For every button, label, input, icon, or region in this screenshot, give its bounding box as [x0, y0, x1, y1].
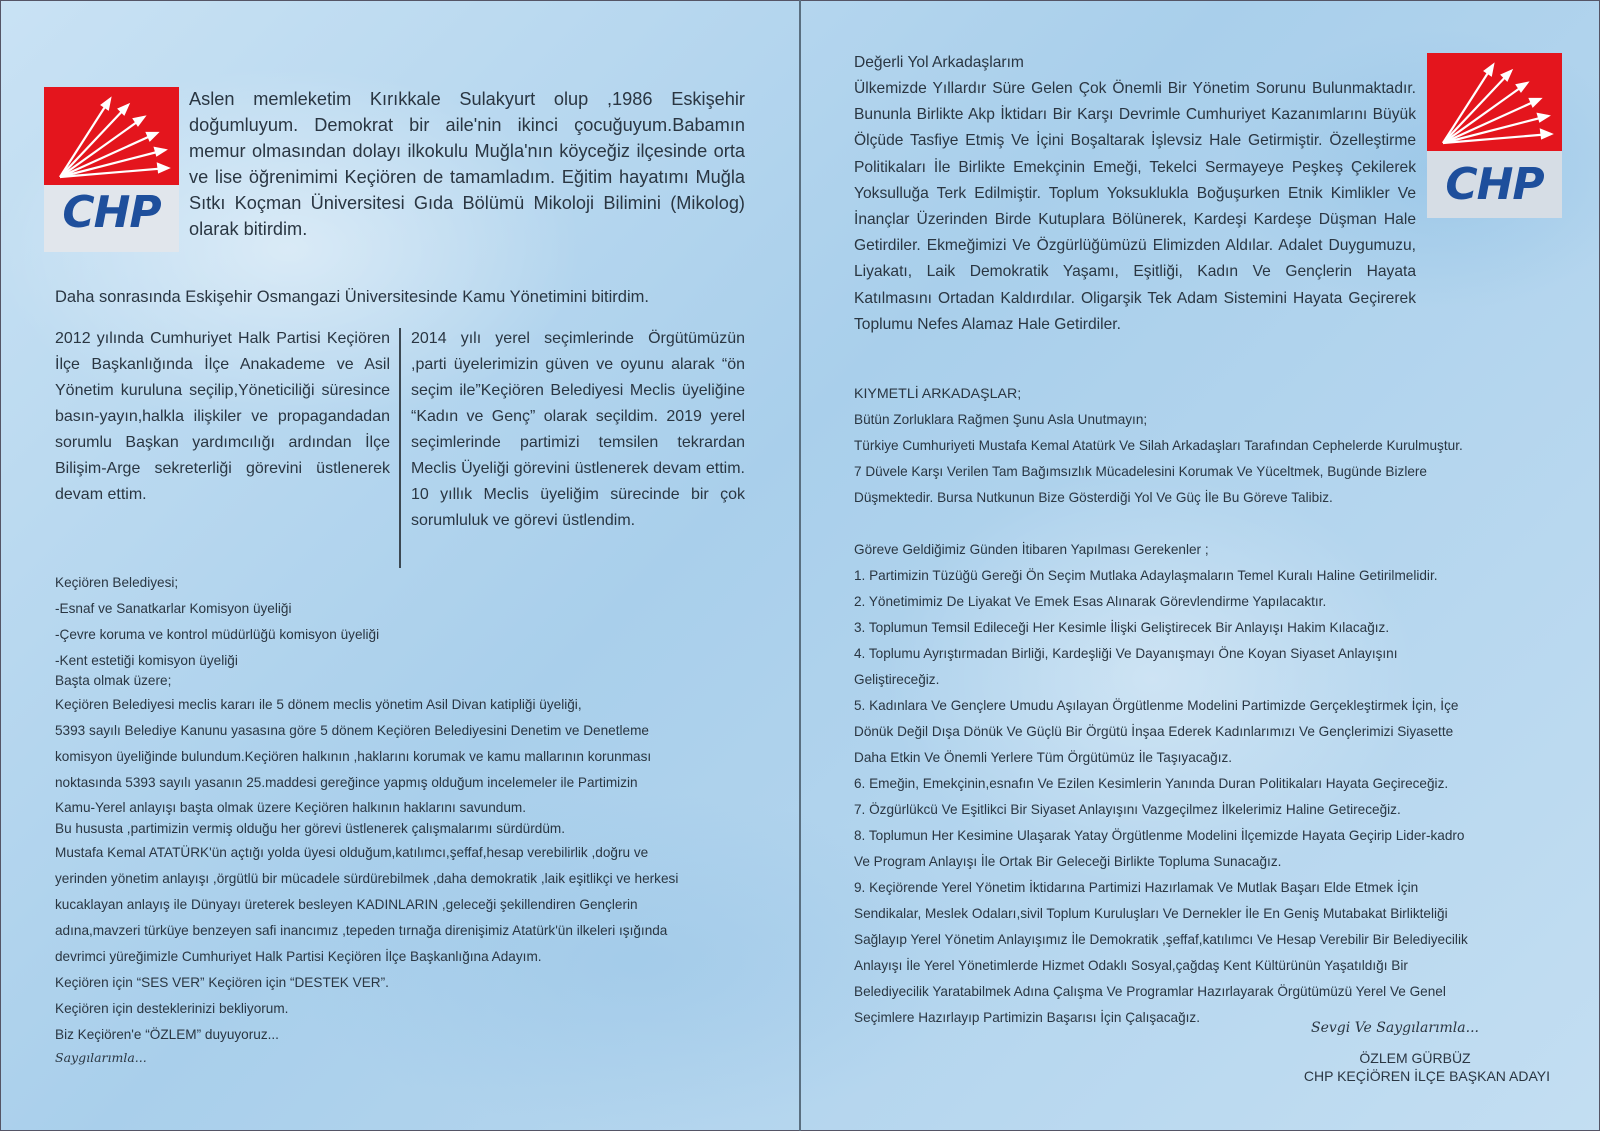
text-line: -Kent estetiği komisyon üyeliği [55, 653, 238, 668]
goals-list [854, 537, 1554, 1031]
text-line: devrimci yüreğimizle Cumhuriyet Halk Partisi Keçiören İlçe Başkanlığına Adayım. [55, 949, 542, 964]
text-line: 2. Yönetimimiz De Liyakat Ve Emek Esas Alınarak Görevlendirme Yapılacaktır. [854, 594, 1327, 609]
text-line: noktasında 5393 sayılı yasanın 25.maddesi gereğince yapmış olduğum incelemeler ile Partimizin [55, 775, 638, 790]
closing-salutation: Sevgi Ve Saygılarımla... [1311, 1020, 1479, 1036]
text-line: yerinden yönetim anlayışı ,örgütlü bir mücadele sürdürebilmek ,daha demokratik ,laik eşitlikçi ve herkesi [55, 871, 679, 886]
signature-left: Saygılarımla... [55, 1050, 147, 1065]
career-column-left: 2012 yılında Cumhuriyet Halk Partisi Keçiören İlçe Başkanlığında İlçe Anakademe ve Asil Yönetim kuruluna seçilip,Yöneticiliği süresince basın-yayın,halkla ilişkiler ve propagandadan sorumlu Başkan yardımcılığı ardından İlçe Bilişim-Arge sekreterliği görevini üstlenerek devam ettim. [55, 330, 390, 503]
greeting: Değerli Yol Arkadaşlarım [854, 54, 1024, 71]
text-line: Keçiören için “SES VER” Keçiören için “DESTEK VER”. [55, 975, 389, 990]
text-line: Seçimlere Hazırlayıp Partimizin Başarısı İçin Çalışacağız. [854, 1010, 1200, 1025]
intro-paragraph: Aslen memleketim Kırıkkale Sulakyurt olup ,1986 Eskişehir doğumluyum. Demokrat bir aile'nin ikinci çocuğuyum.Babamın memur olmasından dolayı ilkokulu Muğla'nın köyceğiz ilçesinde orta ve lise öğrenimimi Keçiören de tamamladım. Eğitim hayatımı Muğla Sıtkı Koçman Üniversitesi Gıda Bölümü Mikoloji Bilimini (Mikolog) olarak bitirdim. [189, 89, 745, 239]
text-line: Anlayışı İle Yerel Yönetimlerde Hizmet Odaklı Sosyal,çağdaş Kent Kültürünün Yaşatıldığı Bir [854, 958, 1408, 973]
text-line: Belediyecilik Yaratabilmek Adına Çalışma Ve Programlar Hazırlayarak Örgütümüzü Yerel Ve Genel [854, 984, 1446, 999]
text-line: 9. Keçiörende Yerel Yönetim İktidarına Partimizi Hazırlamak Ve Mutlak Başarı Elde Etmek İçin [854, 880, 1419, 895]
text-line: Bu hususta ,partimizin vermiş olduğu her görevi üstlenerek çalışmalarımı sürdürdüm. [55, 821, 565, 836]
right-intro-paragraph: Ülkemizde Yıllardır Süre Gelen Çok Önemli Bir Yönetim Sorunu Bulunmaktadır. Bununla Birlikte Akp İktidarı Bir Karşı Devrimle Cumhuriyet Kazanımlarını Büyük Ölçüde Tasfiye Etmiş Ve İçini Boşaltarak İşlevsiz Hale Getirmiştir. Özelleştirme Politikaları İle Birlikte Emekçinin Emeği, Tekelci Sermayeye Peşkeş Çekilerek Yoksulluğa Terk Edilmiştir. Toplum Yoksuklukla Boğuşurken Etnik Kimlikler Ve İnançlar Üzerinden Birde Kutuplara Bölünerek, Kardeşi Kardeşe Düşman Hale Getirdiler. Ekmeğimizi Ve Özgürlüğümüzü Elimizden Aldılar. Adalet Duygumuzu, Liyakatı, Laik Demokratik Yaşamı, Eşitliği, Kadın Ve Gençlerin Hayata Katılmasını Ortadan Kaldırdılar. Oligarşik Tek Adam Sistemini Hayata Geçirerek Toplumu Nefes Alamaz Hale Getirdiler. [854, 80, 1416, 333]
text-line: Biz Keçiören'e “ÖZLEM” duyuyoruz... [55, 1027, 279, 1042]
text-line: Sağlayıp Yerel Yönetim Anlayışımız İle Demokratik ,şeffaf,katılımcı Ve Hesap Verebilir Bir Belediyecilik [854, 932, 1468, 947]
text-line: Mustafa Kemal ATATÜRK'ün açtığı yolda üyesi olduğum,katılımcı,şeffaf,hesap verebilirlik ,doğru ve [55, 845, 649, 860]
six-arrows-icon [44, 87, 179, 185]
column-divider [399, 328, 401, 568]
text-line: Göreve Geldiğimiz Günden İtibaren Yapılması Gerekenler ; [854, 542, 1209, 557]
text-line: Düşmektedir. Bursa Nutkunun Bize Gösterdiği Yol Ve Güç İle Bu Göreve Talibiz. [854, 490, 1333, 505]
logo-text: CHP [62, 187, 161, 238]
career-column-right: 2014 yılı yerel seçimlerinde Örgütümüzün ,parti üyelerimizin güven ve oyunu alarak “ön seçim ile”Keçiören Belediyesi Meclis üyeliğine “Kadın ve Genç” olarak seçildim. 2019 yerel seçimlerinde partimizi temsilen tekrardan Meclis Üyeliği görevini üstlenerek devam ettim. 10 yıllık Meclis üyeliğim sürecinde bir çok sorumluluk ve görevi üstlendim. [411, 330, 745, 529]
section-heading: KIYMETLİ ARKADAŞLAR; [854, 386, 1022, 402]
text-line: 3. Toplumun Temsil Edileceği Her Kesimle İlişki Geliştirecek Bir Anlayışı Hakim Kılacağız. [854, 620, 1390, 635]
text-line: Keçiören Belediyesi meclis kararı ile 5 dönem meclis yönetim Asil Divan katipliği üyeliği, [55, 697, 582, 712]
text-line: Kamu-Yerel anlayışı başta olmak üzere Keçiören halkının haklarını savundum. [55, 800, 527, 815]
logo-text: CHP [1445, 159, 1544, 210]
text-line: Sendikalar, Meslek Odaları,sivil Toplum Kuruluşları Ve Dernekler İle En Geniş Mutabakat Birlikteliği [854, 906, 1448, 921]
logo-red-field [1427, 53, 1562, 151]
text-line: 5393 sayılı Belediye Kanunu yasasına göre 5 dönem Keçiören Belediyesini Denetim ve Denetleme [55, 723, 649, 738]
text-line: Keçiören için desteklerinizi bekliyorum. [55, 1001, 289, 1016]
text-line: 6. Emeğin, Emekçinin,esnafın Ve Ezilen Kesimlerin Yanında Duran Politikaları Hayata Geçireceğiz. [854, 776, 1449, 791]
text-line: Keçiören Belediyesi; [55, 575, 179, 590]
text-line: -Esnaf ve Sanatkarlar Komisyon üyeliği [55, 601, 292, 616]
center-fold [799, 0, 801, 1131]
text-line: komisyon üyeliğinde bulundum.Keçiören halkının ,haklarını korumak ve kamu mallarının korunması [55, 749, 652, 764]
right-heading-block [854, 381, 1554, 511]
candidate-title: CHP KEÇİÖREN İLÇE BAŞKAN ADAYI [1303, 1068, 1550, 1084]
text-line: Türkiye Cumhuriyeti Mustafa Kemal Atatürk Ve Silah Arkadaşları Tarafından Cephelerde Kurulmuştur. [854, 438, 1463, 453]
text-line: adına,mavzeri türküye benzeyen safi inancımız ,tepeden tırnağa direnişimiz Atatürk'ün ilkeleri ışığında [55, 923, 668, 938]
education-line: Daha sonrasında Eskişehir Osmangazi Üniversitesinde Kamu Yönetimini bitirdim. [55, 288, 649, 306]
text-line: 1. Partimizin Tüzüğü Gereği Ön Seçim Mutlaka Adaylaşmaların Temel Kuralı Haline Getirilmelidir. [854, 568, 1438, 583]
text-line: 7. Özgürlükcü Ve Eşitlikci Bir Siyaset Anlayışını Vazgeçilmez İlkelerimiz Haline Getireceğiz. [854, 802, 1401, 817]
text-line: Bütün Zorluklara Rağmen Şunu Asla Unutmayın; [854, 412, 1148, 427]
committee-list [55, 570, 678, 1068]
candidate-name: ÖZLEM GÜRBÜZ [1359, 1050, 1471, 1066]
chp-logo-left [44, 87, 179, 252]
text-line: 7 Düvele Karşı Verilen Tam Bağımsızlık Mücadelesini Korumak Ve Yüceltmek, Bugünde Bizlere [854, 464, 1427, 479]
text-line: Geliştireceğiz. [854, 672, 940, 687]
text-line: kucaklayan anlayış ile Dünyayı üreterek besleyen KADINLARIN ,geleceği şekillendiren Gençlerin [55, 897, 638, 912]
six-arrows-icon [1427, 53, 1562, 151]
text-line: 8. Toplumun Her Kesimine Ulaşarak Yatay Örgütlenme Modelini İlçemizde Hayata Geçirip Lider-kadro [854, 828, 1465, 843]
text-line: Dönük Değil Dışa Dönük Ve Güçlü Bir Örgütü İnşaa Ederek Kadınlarımızı Ve Gençlerimizi Siyasette [854, 724, 1454, 739]
chp-logo-right [1427, 53, 1562, 218]
text-line: -Çevre koruma ve kontrol müdürlüğü komisyon üyeliği [55, 627, 380, 642]
text-line: Başta olmak üzere; [55, 673, 172, 688]
logo-red-field [44, 87, 179, 185]
text-line: 4. Toplumu Ayrıştırmadan Birliği, Kardeşliği Ve Dayanışmayı Öne Koyan Siyaset Anlayışını [854, 646, 1398, 661]
text-line: Ve Program Anlayışı İle Ortak Bir Geleceği Birlikte Topluma Sunacağız. [854, 854, 1282, 869]
text-line: 5. Kadınlara Ve Gençlere Umudu Aşılayan Örgütlenme Modelini Partimizde Gerçekleştirmek İçin, İçe [854, 698, 1459, 713]
text-line: Daha Etkin Ve Önemli Yerlere Tüm Örgütümüz İle Taşıyacağız. [854, 750, 1233, 765]
